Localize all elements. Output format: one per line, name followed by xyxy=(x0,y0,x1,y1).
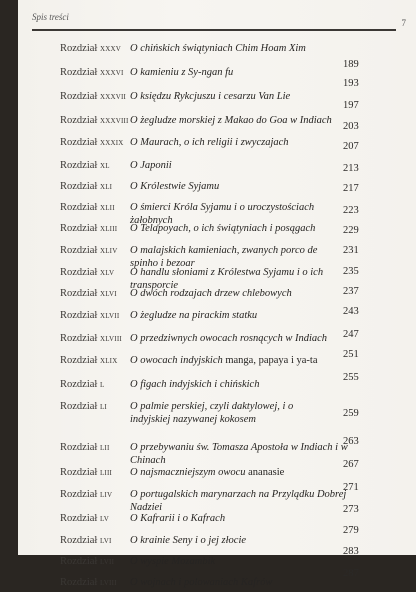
chapter-title: O żegludze morskiej z Makao do Goa w Indiach xyxy=(130,115,332,126)
chapter-label: Rozdział xxxix xyxy=(60,137,124,148)
chapter-label: Rozdział xliii xyxy=(60,223,118,234)
chapter-label: Rozdział xlii xyxy=(60,202,115,213)
chapter-title: O Królestwie Syjamu xyxy=(130,181,220,192)
chapter-page: 259 xyxy=(343,408,359,419)
chapter-title: O śmierci Króla Syjamu i o uroczystościach żałobnych xyxy=(130,202,315,226)
chapter-label: Rozdział liii xyxy=(60,467,113,478)
chapter-title: O chińskich świątyniach Chim Hoam Xim xyxy=(130,43,306,54)
chapter-page: 263 xyxy=(343,436,359,447)
chapter-label: Rozdział xlvii xyxy=(60,310,120,321)
chapter-page: 243 xyxy=(343,306,359,317)
header-page-number: 7 xyxy=(401,18,406,28)
chapter-title: O przebywaniu św. Tomasza Apostoła w Indiach i w Chinach xyxy=(130,442,348,466)
chapter-page: 255 xyxy=(343,372,359,383)
toc-row-44 xyxy=(18,240,416,269)
chapter-title: O krainie Seny i o jej złocie xyxy=(130,535,247,546)
toc-row-51 xyxy=(18,396,416,437)
chapter-page: 229 xyxy=(343,225,359,236)
toc-row-45 xyxy=(18,262,416,291)
chapter-page: 283 xyxy=(343,546,359,557)
chapter-label: Rozdział liv xyxy=(60,489,113,500)
chapter-title: O kamieniu z Sy-ngan fu xyxy=(130,67,234,78)
chapter-label: Rozdział l xyxy=(60,379,105,390)
chapter-label: Rozdział xliv xyxy=(60,245,118,256)
chapter-title: O Telapoyach, o ich świątyniach i posągach xyxy=(130,223,316,234)
chapter-label: Rozdział xlix xyxy=(60,355,118,366)
toc-row-58 xyxy=(18,568,416,592)
toc-row-40 xyxy=(18,155,416,176)
toc-row-39 xyxy=(18,132,416,155)
chapter-label: Rozdział xxxvii xyxy=(60,91,127,102)
chapter-title: O handlu słoniami z Królestwa Syjamu i o ich transporcie xyxy=(130,267,324,291)
chapter-page: 231 xyxy=(343,245,359,256)
toc-row-43 xyxy=(18,218,416,240)
chapter-page: 193 xyxy=(343,78,359,89)
chapter-page: 251 xyxy=(343,349,359,360)
chapter-page: 287 xyxy=(343,568,359,579)
book-page xyxy=(18,0,416,588)
toc-row-48 xyxy=(18,328,416,350)
page-header xyxy=(32,12,406,30)
chapter-label: Rozdział xlvi xyxy=(60,288,117,299)
chapter-label: Rozdział xli xyxy=(60,181,113,192)
chapter-page: 203 xyxy=(343,121,359,132)
chapter-title: O najsmaczniejszym owocu ananasie xyxy=(130,467,285,478)
chapter-title: O żegludze na pirackim statku xyxy=(130,310,258,321)
chapter-page: 271 xyxy=(343,482,359,493)
chapter-label: Rozdział lvii xyxy=(60,556,115,567)
chapter-page: 267 xyxy=(343,459,359,470)
chapter-page: 217 xyxy=(343,183,359,194)
toc-row-49 xyxy=(18,350,416,374)
chapter-page: 213 xyxy=(343,163,359,174)
chapter-label: Rozdział lii xyxy=(60,442,110,453)
chapter-page: 279 xyxy=(343,525,359,536)
chapter-page: 223 xyxy=(343,205,359,216)
chapter-label: Rozdział xxxv xyxy=(60,43,121,54)
chapter-label: Rozdział xlv xyxy=(60,267,115,278)
toc-row-47 xyxy=(18,305,416,328)
chapter-title: O malajskich kamieniach, zwanych porco de spinho i bezoar xyxy=(130,245,318,269)
chapter-page: 273 xyxy=(343,504,359,515)
chapter-title: O wyspie Mozambik xyxy=(130,556,216,567)
toc-row-36 xyxy=(18,62,416,89)
chapter-page: 237 xyxy=(343,286,359,297)
chapter-label: Rozdział xlviii xyxy=(60,333,122,344)
toc-row-41 xyxy=(18,176,416,197)
chapter-title: O Japonii xyxy=(130,160,172,171)
chapter-title: O portugalskich marynarzach na Przylądku Dobrej Nadziei xyxy=(130,489,347,513)
chapter-page: 189 xyxy=(343,59,359,70)
toc-row-46 xyxy=(18,283,416,305)
chapter-label: Rozdział li xyxy=(60,401,107,412)
toc-row-50 xyxy=(18,374,416,396)
toc-row-42 xyxy=(18,197,416,226)
toc-row-37 xyxy=(18,86,416,110)
running-title: Spis treści xyxy=(32,12,69,22)
chapter-title: O owocach indyjskich manga, papaya i ya-ta xyxy=(130,355,318,366)
chapter-page: 207 xyxy=(343,141,359,152)
table-of-contents xyxy=(18,38,416,588)
chapter-page: 247 xyxy=(343,329,359,340)
chapter-title: O księdzu Rykcjuszu i cesarzu Van Lie xyxy=(130,91,291,102)
chapter-label: Rozdział xl xyxy=(60,160,110,171)
chapter-title: O Kafrarii i o Kafrach xyxy=(130,513,226,524)
chapter-label: Rozdział xxxviii xyxy=(60,115,129,126)
header-rule xyxy=(32,29,396,31)
chapter-title: O dwóch rodzajach drzew chlebowych xyxy=(130,288,292,299)
toc-row-35 xyxy=(18,38,416,70)
chapter-label: Rozdział lvi xyxy=(60,535,112,546)
chapter-label: Rozdział xxxvi xyxy=(60,67,124,78)
chapter-label: Rozdział lv xyxy=(60,513,110,524)
chapter-title: O Maurach, o ich religii i zwyczajach xyxy=(130,137,289,148)
chapter-title: O palmie perskiej, czyli daktylowej, i o indyjskiej nazywanej kokosem xyxy=(130,401,294,425)
toc-row-53 xyxy=(18,459,416,484)
chapter-title: O wojnach i polowaniach Kafrów xyxy=(130,577,273,588)
chapter-title: O figach indyjskich i chińskich xyxy=(130,379,260,390)
chapter-page: 235 xyxy=(343,266,359,277)
toc-row-38 xyxy=(18,110,416,132)
chapter-title: O przedziwnych owocach rosnących w Indiach xyxy=(130,333,328,344)
chapter-label: Rozdział lviii xyxy=(60,577,117,588)
chapter-page: 197 xyxy=(343,100,359,111)
